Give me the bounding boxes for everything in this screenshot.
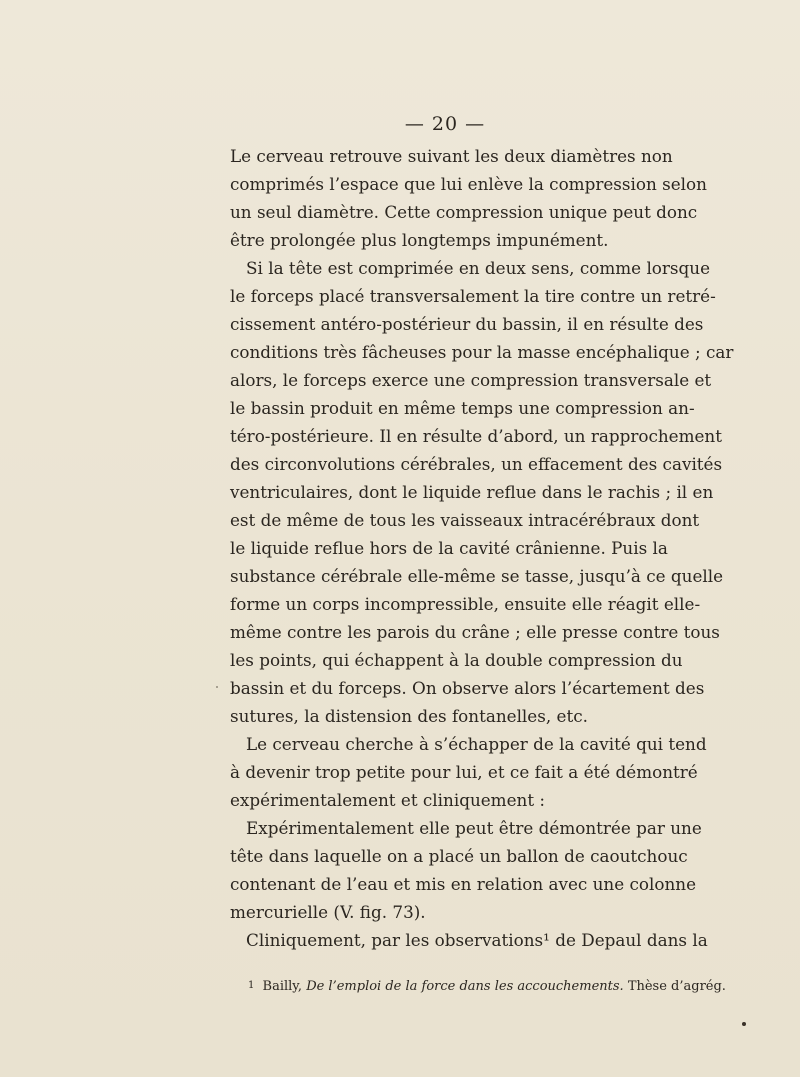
text-line: Cliniquement, par les observations¹ de Depaul dans la bbox=[246, 930, 708, 950]
paper-speck bbox=[742, 1022, 746, 1026]
text-line: les points, qui échappent à la double compression du bbox=[230, 650, 683, 670]
text-line: le liquide reflue hors de la cavité crânienne. Puis la bbox=[230, 538, 668, 558]
footnote-mark: 1 bbox=[248, 980, 255, 991]
text-line: tête dans laquelle on a placé un ballon de caoutchouc bbox=[230, 846, 688, 866]
text-line: comprimés l’espace que lui enlève la compression selon bbox=[230, 174, 707, 194]
text-line: téro-postérieure. Il en résulte d’abord, un rapprochement bbox=[230, 426, 722, 446]
text-line: être prolongée plus longtemps impunément. bbox=[230, 230, 609, 250]
text-line: des circonvolutions cérébrales, un effacement des cavités bbox=[230, 454, 723, 474]
text-line: sutures, la distension des fontanelles, etc. bbox=[230, 706, 588, 726]
text-line: Le cerveau cherche à s’échapper de la cavité qui tend bbox=[246, 734, 707, 754]
text-line: Expérimentalement elle peut être démontrée par une bbox=[246, 818, 702, 838]
footnote-rest: Thèse d’agrég. bbox=[627, 979, 726, 994]
text-line: substance cérébrale elle-même se tasse, jusqu’à ce quelle bbox=[230, 566, 724, 586]
text-line: expérimentalement et cliniquement : bbox=[230, 790, 546, 810]
text-line: forme un corps incompressible, ensuite elle réagit elle- bbox=[230, 594, 701, 614]
text-line: même contre les parois du crâne ; elle presse contre tous bbox=[230, 622, 720, 642]
text-line: le bassin produit en même temps une compression an- bbox=[230, 398, 695, 418]
text-line: est de même de tous les vaisseaux intracérébraux dont bbox=[230, 510, 700, 530]
paper-speck bbox=[216, 686, 218, 688]
text-line: à devenir trop petite pour lui, et ce fait a été démontré bbox=[230, 762, 698, 782]
text-line: alors, le forceps exerce une compression transversale et bbox=[230, 370, 712, 390]
text-line: un seul diamètre. Cette compression unique peut donc bbox=[230, 202, 698, 222]
text-line: ventriculaires, dont le liquide reflue dans le rachis ; il en bbox=[230, 482, 714, 502]
text-line: mercurielle (V. fig. 73). bbox=[230, 902, 426, 922]
page-number: — 20 — bbox=[404, 113, 486, 135]
text-line: le forceps placé transversalement la tire contre un retré- bbox=[230, 286, 716, 306]
text-line: cissement antéro-postérieur du bassin, il en résulte des bbox=[230, 314, 704, 334]
footnote bbox=[248, 976, 726, 997]
text-line: contenant de l’eau et mis en relation avec une colonne bbox=[230, 874, 697, 894]
text-line: Si la tête est comprimée en deux sens, comme lorsque bbox=[246, 258, 711, 278]
text-line: conditions très fâcheuses pour la masse encéphalique ; car bbox=[230, 342, 734, 362]
text-line: bassin et du forceps. On observe alors l’écartement des bbox=[230, 678, 705, 698]
footnote-author: Bailly, bbox=[262, 979, 303, 994]
text-line: Le cerveau retrouve suivant les deux diamètres non bbox=[230, 146, 673, 166]
footnote-title: De l’emploi de la force dans les accouchements. bbox=[306, 979, 624, 994]
